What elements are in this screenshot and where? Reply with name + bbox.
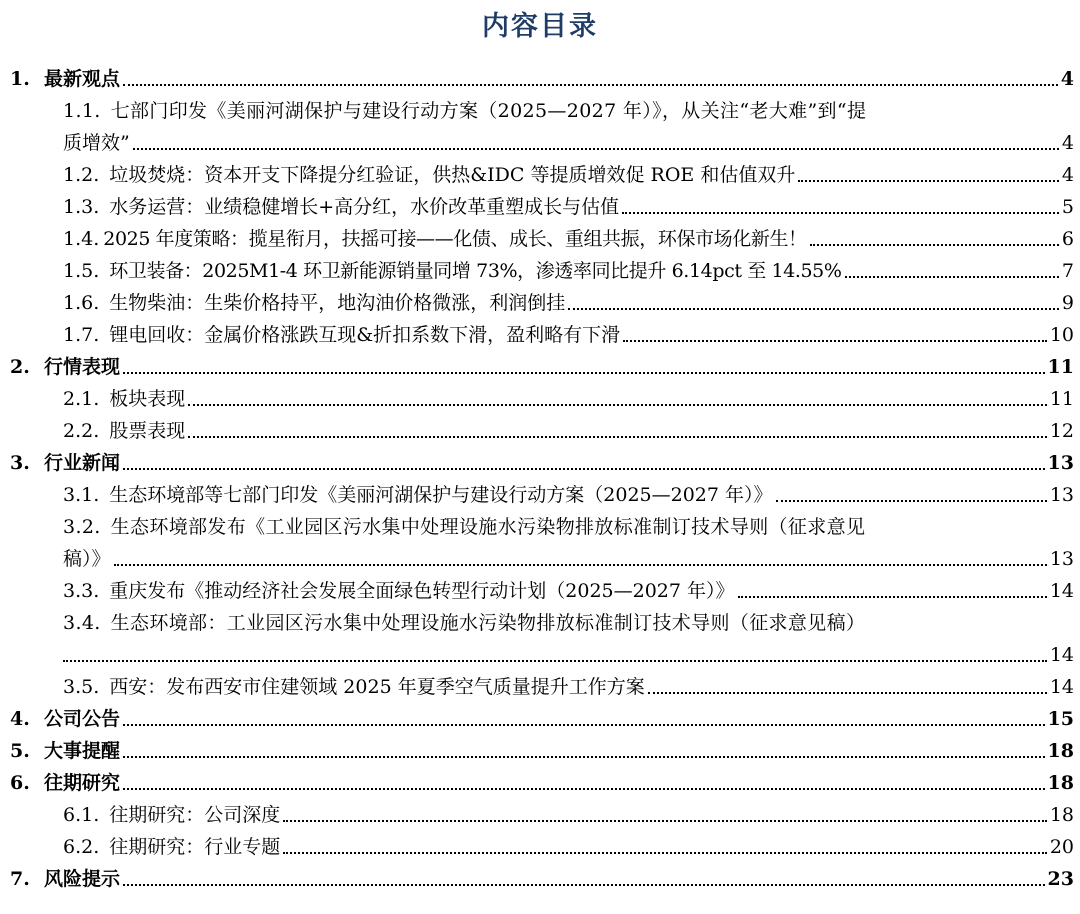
toc-entry-title: 2025 年度策略：揽星衔月，扶摇可接——化债、成长、重组共振，环保市场化新生！ [103,228,807,250]
dot-leader [114,564,1047,566]
toc-entry-title: 环卫装备：2025M1-4 环卫新能源销量同增 73%，渗透率同比提升 6.14pct 至 14.55% [109,260,842,282]
dot-leader [123,372,1045,374]
dot-leader [623,340,1047,342]
toc-entry-6-2[interactable] [10,831,1074,863]
toc-entry-3-5[interactable] [10,671,1074,703]
toc-entry-number: 1.6. [63,292,100,314]
toc-entry-1-6[interactable] [10,287,1074,319]
toc-entry-page: 23 [1047,868,1074,890]
dot-leader [283,852,1047,854]
dot-leader [123,884,1045,886]
toc-entry-1-1[interactable] [10,95,1074,159]
toc-entry-page: 13 [1049,548,1074,570]
dot-leader [845,276,1059,278]
toc-entry-number: 6. [10,772,30,794]
toc-entry-title: 公司公告 [44,708,121,730]
toc-entry-number: 1.2. [63,164,100,186]
dot-leader [568,308,1059,310]
table-of-contents [10,63,1074,895]
toc-entry-title: 垃圾焚烧：资本开支下降提分红验证，供热&IDC 等提质增效促 ROE 和估值双升 [109,164,796,186]
toc-entry-page: 13 [1047,452,1074,474]
toc-entry-3-1[interactable] [10,479,1074,511]
toc-entry-page: 7 [1061,260,1074,282]
toc-entry-1-5[interactable] [10,255,1074,287]
toc-entry-7[interactable] [10,863,1074,895]
toc-entry-title: 往期研究：公司深度 [109,804,281,826]
toc-entry-number: 3.4. [63,612,101,634]
toc-entry-page: 11 [1047,356,1074,378]
toc-entry-title: 生态环境部：工业园区污水集中处理设施水污染物排放标准制订技术导则（征求意见稿） [110,612,866,634]
dot-leader [123,788,1045,790]
toc-entry-page: 4 [1061,132,1074,154]
toc-entry-number: 1.3. [63,196,100,218]
toc-entry-title: 生物柴油：生柴价格持平，地沟油价格微涨，利润倒挂 [109,292,566,314]
toc-entry-number: 1.5. [63,260,100,282]
toc-entry-title-continued: 稿）》 [63,548,111,570]
toc-entry-title: 行业新闻 [44,452,121,474]
toc-entry-number: 2.1. [63,388,100,410]
toc-entry-page: 12 [1049,420,1074,442]
dot-leader [810,244,1059,246]
toc-entry-title: 七部门印发《美丽河湖保护与建设行动方案（2025—2027 年）》，从关注“老大难”到“提 [110,100,867,122]
toc-entry-page: 9 [1061,292,1074,314]
toc-entry-1-2[interactable] [10,159,1074,191]
toc-entry-title: 往期研究 [44,772,121,794]
toc-entry-title: 板块表现 [109,388,186,410]
dot-leader [63,660,1047,662]
toc-entry-3[interactable] [10,447,1074,479]
dot-leader [123,756,1045,758]
toc-entry-title: 风险提示 [44,868,121,890]
dot-leader [188,404,1047,406]
dot-leader [188,436,1047,438]
toc-title: 内容目录 [482,11,598,42]
toc-entry-page: 10 [1049,324,1074,346]
toc-entry-title: 生态环境部发布《工业园区污水集中处理设施水污染物排放标准制订技术导则（征求意见 [110,516,866,538]
toc-entry-number: 2.2. [63,420,100,442]
toc-entry-title: 大事提醒 [44,740,121,762]
toc-entry-number: 4. [10,708,30,730]
toc-entry-title: 行情表现 [44,356,121,378]
toc-entry-3-3[interactable] [10,575,1074,607]
toc-entry-title: 最新观点 [44,68,121,90]
toc-entry-title-continued: 质增效” [63,132,130,154]
toc-entry-2-2[interactable] [10,415,1074,447]
dot-leader [283,820,1047,822]
toc-entry-number: 3.2. [63,516,101,538]
toc-entry-number: 1.1. [63,100,101,122]
toc-entry-title: 重庆发布《推动经济社会发展全面绿色转型行动计划（2025—2027 年）》 [109,580,735,602]
toc-entry-number: 1. [10,68,30,90]
toc-entry-number: 3.1. [63,484,100,506]
dot-leader [123,468,1045,470]
dot-leader [123,724,1045,726]
toc-entry-title: 生态环境部等七部门印发《美丽河湖保护与建设行动方案（2025—2027 年）》 [109,484,773,506]
toc-entry-3-4[interactable] [10,607,1074,671]
toc-entry-6[interactable] [10,767,1074,799]
toc-entry-3-2[interactable] [10,511,1074,575]
toc-entry-title: 往期研究：行业专题 [109,836,281,858]
toc-entry-page: 20 [1049,836,1074,858]
toc-entry-title: 股票表现 [109,420,186,442]
toc-entry-number: 2. [10,356,30,378]
dot-leader [133,148,1059,150]
toc-entry-1-3[interactable] [10,191,1074,223]
toc-entry-number: 3. [10,452,30,474]
toc-entry-page: 11 [1049,388,1074,410]
toc-entry-number: 6.1. [63,804,100,826]
dot-leader [622,212,1059,214]
toc-entry-number: 3.5. [63,676,100,698]
toc-entry-page: 14 [1049,644,1074,666]
toc-entry-title: 水务运营：业绩稳健增长+高分红，水价改革重塑成长与估值 [109,196,620,218]
dot-leader [798,180,1059,182]
toc-entry-title: 锂电回收：金属价格涨跌互现&折扣系数下滑，盈利略有下滑 [109,324,621,346]
toc-entry-page: 18 [1047,772,1074,794]
toc-entry-number: 1.7. [63,324,100,346]
toc-entry-page: 5 [1061,196,1074,218]
toc-entry-page: 4 [1060,68,1074,90]
toc-entry-2-1[interactable] [10,383,1074,415]
dot-leader [776,500,1047,502]
toc-entry-number: 7. [10,868,30,890]
toc-entry-title: 西安：发布西安市住建领域 2025 年夏季空气质量提升工作方案 [109,676,645,698]
toc-entry-6-1[interactable] [10,799,1074,831]
dot-leader [738,596,1047,598]
toc-entry-number: 3.3. [63,580,100,602]
toc-entry-page: 18 [1049,804,1074,826]
toc-entry-page: 13 [1049,484,1074,506]
toc-entry-page: 15 [1047,708,1074,730]
toc-entry-2[interactable] [10,351,1074,383]
dot-leader [123,84,1058,86]
toc-entry-page: 4 [1061,164,1074,186]
toc-entry-page: 18 [1047,740,1074,762]
dot-leader [648,692,1047,694]
toc-entry-page: 14 [1049,676,1074,698]
toc-entry-1-4[interactable] [10,223,1074,255]
toc-entry-page: 14 [1049,580,1074,602]
toc-entry-page: 6 [1061,228,1074,250]
toc-entry-1-7[interactable] [10,319,1074,351]
toc-entry-1[interactable] [10,63,1074,95]
toc-entry-number: 5. [10,740,30,762]
toc-entry-number: 6.2. [63,836,100,858]
toc-entry-4[interactable] [10,703,1074,735]
toc-entry-number: 1.4. [63,228,100,250]
toc-entry-5[interactable] [10,735,1074,767]
